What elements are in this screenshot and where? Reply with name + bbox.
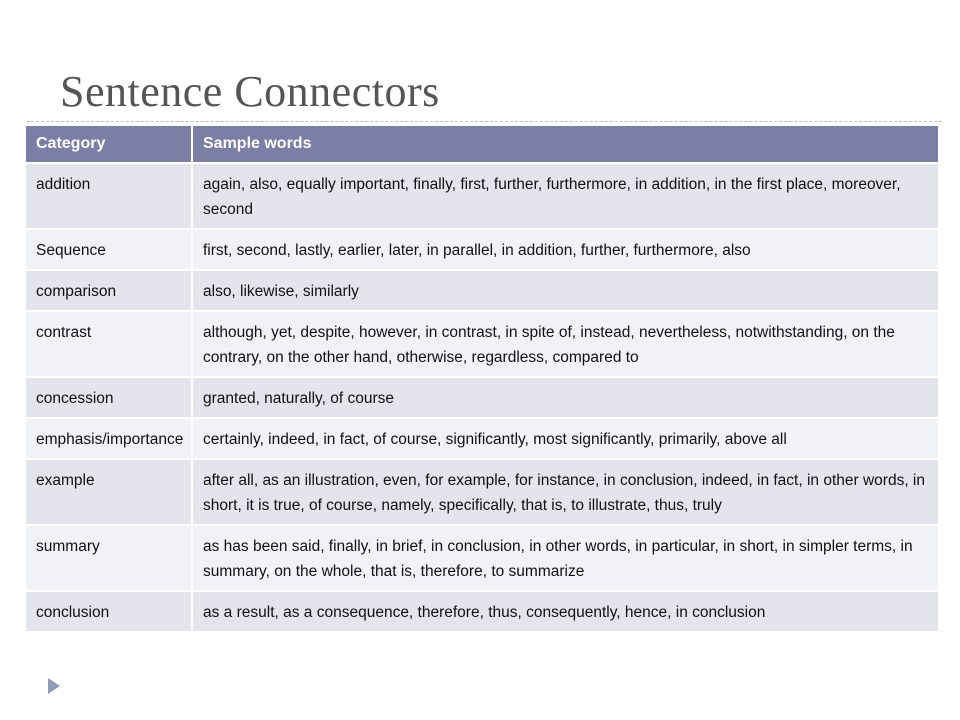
row-category: summary [26,525,192,591]
row-words: granted, naturally, of course [192,377,938,418]
header-sample-words: Sample words [192,126,938,163]
table-row [26,377,938,418]
row-words: as has been said, finally, in brief, in conclusion, in other words, in particular, in short, in simpler terms, in summary, on the whole, that is, therefore, to summarize [192,525,938,591]
row-words: first, second, lastly, earlier, later, in parallel, in addition, further, furthermore, also [192,229,938,270]
row-category: emphasis/importance [26,418,192,459]
title-divider [26,121,942,122]
row-words: after all, as an illustration, even, for example, for instance, in conclusion, indeed, in fact, in other words, in short, it is true, of course, namely, specifically, that is, to illustrate, thus, truly [192,459,938,525]
row-words: although, yet, despite, however, in contrast, in spite of, instead, nevertheless, notwithstanding, on the contrary, on the other hand, otherwise, regardless, compared to [192,311,938,377]
table-row [26,459,938,525]
row-category: contrast [26,311,192,377]
table-row [26,418,938,459]
row-words: again, also, equally important, finally, first, further, furthermore, in addition, in the first place, moreover, second [192,163,938,229]
row-words: certainly, indeed, in fact, of course, significantly, most significantly, primarily, above all [192,418,938,459]
table-row [26,311,938,377]
row-words: as a result, as a consequence, therefore, thus, consequently, hence, in conclusion [192,591,938,631]
table-row [26,229,938,270]
triangle-bullet-icon [48,678,60,694]
header-category: Category [26,126,192,163]
row-category: addition [26,163,192,229]
row-category: comparison [26,270,192,311]
connectors-table [26,126,938,631]
slide-title: Sentence Connectors [60,67,440,116]
row-category: conclusion [26,591,192,631]
table-header-row [26,126,938,163]
row-category: example [26,459,192,525]
table-row [26,270,938,311]
row-words: also, likewise, similarly [192,270,938,311]
row-category: concession [26,377,192,418]
table-row [26,163,938,229]
table-row [26,591,938,631]
table-row [26,525,938,591]
row-category: Sequence [26,229,192,270]
